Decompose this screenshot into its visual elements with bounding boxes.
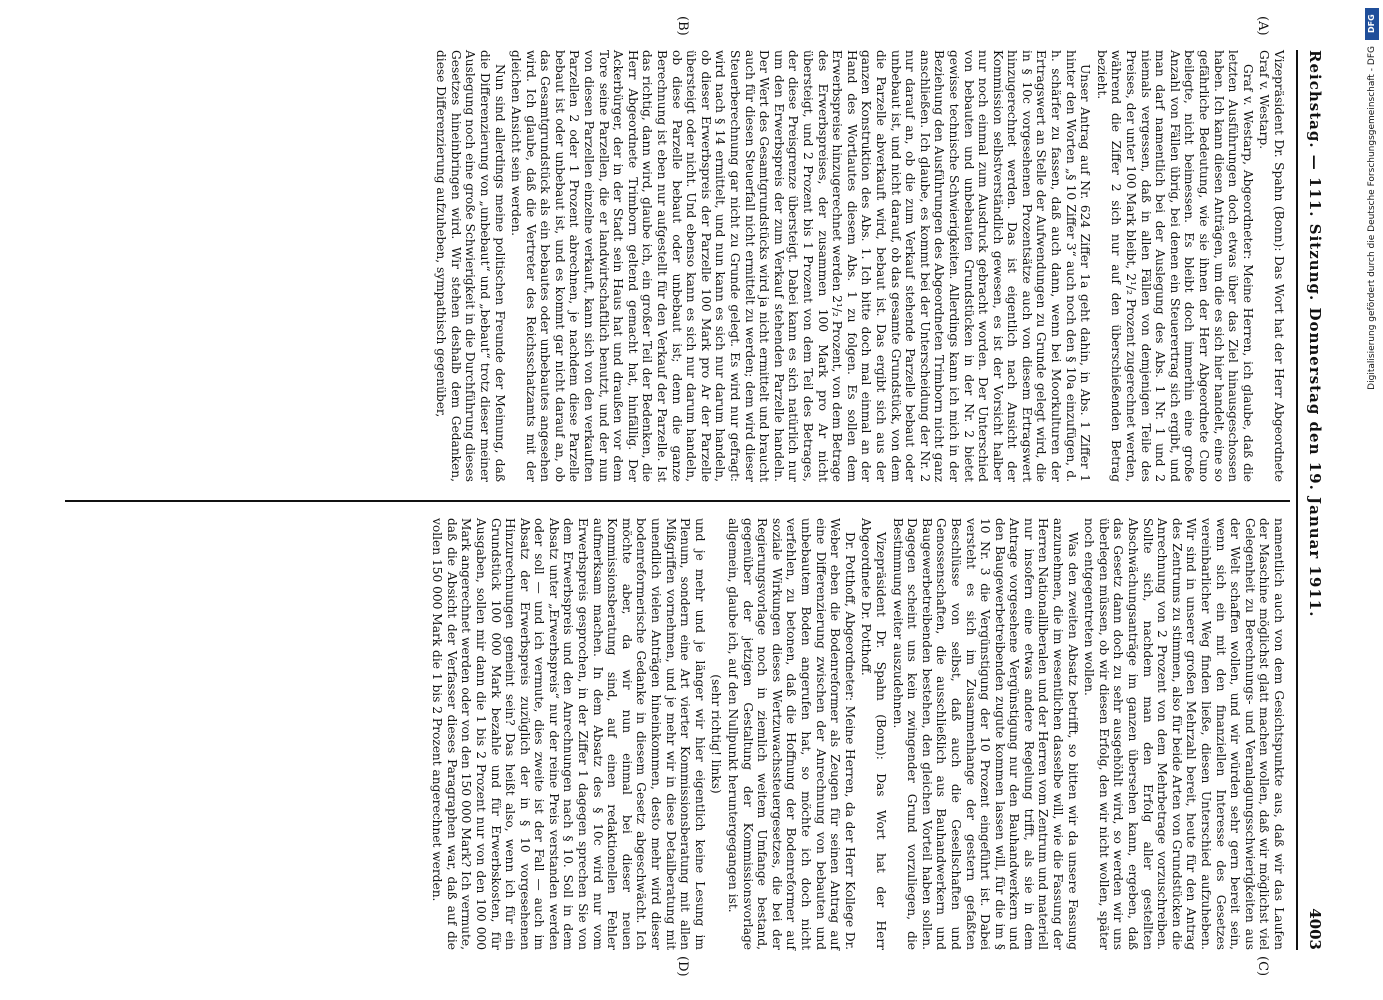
paragraph: Nun sind allerdings meine politischen Freunde der Meinung, daß die Differenzierung von „unbebaut“ und „bebaut“ trotz dieser meiner Auslegung noch eine große Schwierigkeit in die Durchführung dieses Gesetzes hineinbringen wird. Wir stehen deshalb dem Gedanken, diese Differenzierung aufzuheben, sympathisch gegenüber, — [434, 50, 507, 482]
column-divider — [65, 500, 1290, 502]
digitization-credit-strip — [1365, 8, 1379, 998]
paragraph: Vizepräsident Dr. Spahn (Bonn): Das Wort hat der Herr Abgeordnete Graf v. Westarp. — [1257, 50, 1286, 482]
paragraph: namentlich auch von dem Gesichtspunkte aus, daß wir das Laufen der Maschine möglichst glatt machen wollen, daß wir möglichst viel Gelegenheit zu Berechnungs- und Veranlagungsschwierigkeiten aus der Welt schaffen wollen, und wir würden sehr gern bereit sein, wenn sich ein mit den finanziellen Interesse des Gesetzes vereinbarlicher Weg finden ließe, diesen Unterschied aufzuheben. Wir sind in unserer großen Mehrzahl bereit, heute für den Antrag des Zentrums zu stimmen, also für beide Arten von Grundstücken die Anrechnung von 2 Prozent von dem Mehrbetrage vorzuschreiben. Sollte sich, nachdem man den Erfolg aller gestellten Abschwächungsanträge im ganzen übersehen kann, ergeben, daß das Gesetz dann doch zu sehr ausgehöhlt wird, so werden wir uns überlegen müssen, ob wir diesen Erfolg, den wir nicht wollen, später noch entgegentreten wollen. — [1082, 518, 1286, 950]
paragraph: Unser Antrag auf Nr. 624 Ziffer 1a geht dahin, in Abs. 1 Ziffer 1 hinter den Worten „§ 10 Ziffer 3“ auch noch den § 10a einzufügen, d. h. schärfer zu fassen, daß auch dann, wenn bei Moorkulturen der Ertragswert an Stelle der Aufwendungen zu Grunde gelegt wird, die in § 10c vorgesehenen Prozentsätze auch von diesem Ertragswert hinzugerechnet werden. Das ist eigentlich nach Ansicht der Kommission selbstverständlich gewesen, es ist der Vorsicht halber nur noch einmal zum Ausdruck gebracht worden. Der Unterschied von bebauten und unbebauten Grundstücken in der Nr. 2 bietet gewisse technische Schwierigkeiten. Allerdings kann ich mich in der Beziehung den Ausführungen des Abgeordneten Trimborn nicht ganz anschließen. Ich glaube, es kommt bei der Unterscheidung der Nr. 2 nur darauf an, ob die zum Verkauf stehende Parzelle bebaut oder unbebaut ist, und nicht darauf, ob das gesamte Grundstück, von dem die Parzelle abverkauft wird, bebaut ist. Das ergibt sich aus der ganzen Konstruktion des Abs. 1. Ich bitte doch mal einmal an der Hand des Wortlautes diesem Abs. 1 zu folgen. Es sollen dem Erwerbspreise hinzugerechnet werden 2¹/₂ Prozent, von dem Betrage des Erwerbspreises, der zusammen 100 Mark pro Ar nicht übersteigt, und 2 Prozent bis 1 Prozent von dem Teil des Betrages, der diese Preisgrenze übersteigt. Dabei kann es sich natürlich nur um den Erwerbspreis der zum Verkauf stehenden Parzelle handeln. Der Wert des Gesamtgrundstücks wird ja nicht ermittelt und braucht auch für diesen Steuerfall nicht ermittelt zu werden; dem wird dieser Steuerberechnung gar nicht zu Grunde gelegt. Es wird nur gefragt: wird nach § 14 ermittelt, und nun kann es sich nur darum handeln, ob dieser Erwerbspreis der Parzelle 100 Mark pro Ar der Parzelle übersteigt oder nicht. Und ebenso kann es sich nur darum handeln, ob diese Parzelle bebaut oder unbebaut ist; denn die ganze Berechnung ist eben nur aufgestellt für den Verkauf der Parzelle. Ist das richtig, dann wird, glaube ich, ein großer Teil der Bedenken, die Herr Abgeordnete Trimborn geltend gemacht hat, hinfällig. Der Ackerbürger, der in der Stadt sein Haus hat und draußen vor dem Tore seine Parzellen, die er landwirtschaftlich benutzt, und der nun von diesen Parzellen einzelne verkauft, kann sich von den verkauften Parzellen 2 oder 1 Prozent abrechnen, je nachdem diese Parzelle bebaut ist oder unbebaut ist, und es kommt gar nicht darauf an, ob das Gesamtgrundstück als ein bebautes oder unbebautes angesehen wird. Ich glaube, daß die Vertreter des Reichsschatzamts mit der gleichen Ansicht sein werden. — [509, 50, 1093, 482]
page-header — [1294, 50, 1330, 950]
dfg-logo: DFG — [1365, 8, 1379, 40]
page-number: 4003 — [1306, 908, 1324, 950]
margin-marker-d: (D) — [675, 956, 690, 977]
right-column — [428, 518, 1286, 950]
margin-marker-c: (C) — [1255, 956, 1270, 977]
rotated-document-page — [65, 16, 1330, 977]
paragraph: Dr. Potthoff, Abgeordneter: Meine Herren, da der Herr Kollege Dr. Weber eben die Bodenreformer als Zeugen für seinen Antrag auf eine Differenzierung zwischen der Anrechnung von bebauten und unbebautem Boden angerufen hat, so möchte ich doch nicht verfehlen, zu betonen, daß die Hoffnung der Bodenreformer auf soziale Wirkungen dieses Wertzuwachssteuergesetzes, die bei der Regierungsvorlage noch in ziemlich weitem Umfange bestand, gegenüber der jetzigen Gestaltung der Kommissionsvorlage allgemein, glaube ich, auf den Nullpunkt heruntergegangen ist. — [726, 518, 857, 950]
interjection: (sehr richtig! links) — [709, 674, 724, 794]
paragraph: und je mehr und je länger wir hier eigentlich keine Lesung im Plenum, sondern eine Art vierter Kommissionsberatung mit allen Mißgriffen vornehmen, und je mehr wir in diese Detailberatung mit unendlich vielen Anträgen hineinkommen, desto mehr wird dieser bodenreformerische Gedanke in diesem Gesetz abgeschwächt. Ich möchte aber, da wir nun einmal bei dieser neuen Kommissionsberatung sind, auf einen redaktionellen Fehler aufmerksam machen. In dem Absatz des § 10c wird nur vom Erwerbspreis gesprochen, in der Ziffer 1 dagegen sprechen Sie von dem Erwerbspreis und den Anrechnungen nach § 10. Soll in dem Absatz unter „Erwerbspreis“ nur der reine Preis verstanden werden oder soll — und ich vermute, dies zweite ist der Fall — auch im Absatz der Erwerbspreis zuzüglich der in § 10 vorgesehenen Hinzurechnungen gemeint sein? Das heißt also, wenn ich für ein Grundstück 100 000 Mark bezahle und für Erwerbskosten, für Ausgaben, sollen mir dann die 1 bis 2 Prozent nur von den 100 000 Mark angerechnet werden oder von den 150 000 Mark? Ich vermute, daß die Absicht der Verfasser dieses Paragraphen war, daß auf die vollen 150 000 Mark die 1 bis 2 Prozent angerechnet werden. — [430, 518, 707, 950]
paragraph: Vizepräsident Dr. Spahn (Bonn): Das Wort hat der Herr Abgeordnete Dr. Potthoff. — [859, 518, 888, 950]
credit-text: Digitalisierung gefördert durch die Deutsche Forschungsgemeinschaft - DFG — [1367, 46, 1377, 390]
margin-marker-a: (A) — [1255, 16, 1270, 36]
running-head: Reichstag. — 111. Sitzung. Donnerstag den 19. Januar 1911. — [1306, 50, 1324, 618]
margin-marker-b: (B) — [675, 16, 690, 36]
header-rule — [1296, 50, 1298, 950]
paragraph: Was den zweiten Absatz betrifft, so bitten wir da unsere Fassung anzunehmen, die im wesentlichen dasselbe will, wie die Fassung der Herren Nationalliberalen und der Herren vom Zentrum und materiell nur insofern eine etwas andere Regelung trifft, als sie in dem Antrage vorgesehene Vergünstigung nur den Bauhandwerkern und den Baugewerbetreibenden zugute kommen lassen will, für die im § 10 Nr. 3 die Vergünstigung der 10 Prozent eingeführt ist. Dabei versteht es sich im Zusammenhange der gestern gefaßten Beschlüsse von selbst, daß auch die Gesellschaften und Genossenschaften, die ausschließlich aus Bauhandwerkern und Baugewerbetreibenden bestehen, den gleichen Vorteil haben sollen. Dagegen scheint uns kein zwingender Grund vorzuliegen, die Bestimmung weiter auszudehnen. — [890, 518, 1080, 950]
paragraph: Graf v. Westarp, Abgeordneter: Meine Herren, ich glaube, daß die letzten Ausführungen doch etwas über das Ziel hinausgeschossen haben. Ich kann diesen Anträgen, um die es sich hier handelt, eine so gefährliche Bedeutung, wie sie ihnen der Herr Abgeordnete Cuno beilegte, nicht beimessen. Es bleibt doch immerhin eine große Anzahl von Fällen übrig, bei denen ein Steuerertrag sich ergibt, und man darf namentlich bei der Auslegung des Abs. 1 Nr. 1 und 2 niemals vergessen, daß in allen Fällen von demjenigen Teile des Preises, der unter 100 Mark bleibt, 2¹/₂ Prozent zugerechnet werden, während die Ziffer 2 sich nur auf den überschießenden Betrag bezieht. — [1094, 50, 1255, 482]
left-column — [432, 50, 1286, 482]
